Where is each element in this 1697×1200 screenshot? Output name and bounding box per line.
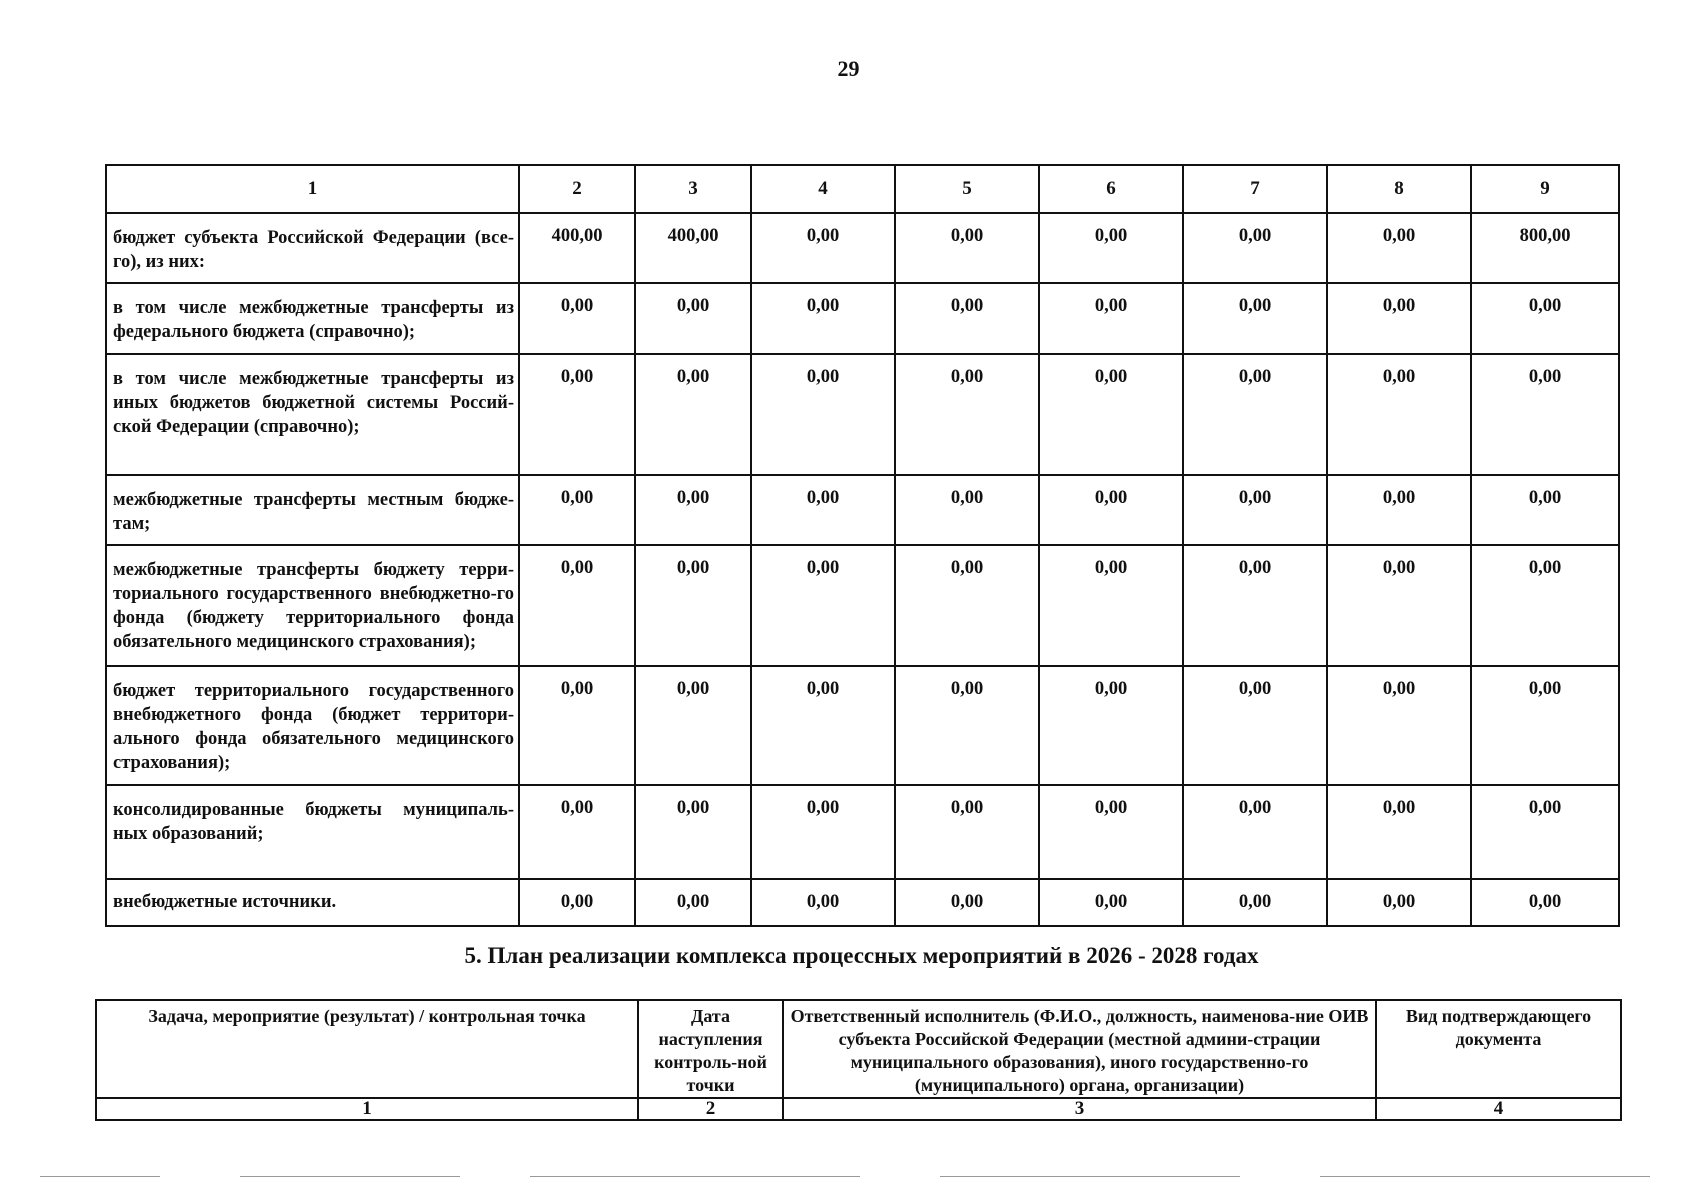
cell-value: 0,00 [519,475,635,545]
row-label: межбюджетные трансферты местным бюдже-там; [106,475,519,545]
cell-value: 0,00 [1183,475,1327,545]
cell-value: 0,00 [635,879,751,926]
cell-value: 0,00 [751,545,895,666]
scan-edge-line [530,1176,860,1177]
cell-value: 0,00 [1183,666,1327,785]
cell-value: 0,00 [1039,666,1183,785]
cell-value: 0,00 [635,666,751,785]
cell-value: 0,00 [1471,879,1619,926]
cell-value: 0,00 [635,354,751,475]
cell-value: 0,00 [1039,879,1183,926]
cell-value: 0,00 [635,475,751,545]
cell-value: 0,00 [895,545,1039,666]
cell-value: 0,00 [519,785,635,879]
cell-value: 0,00 [895,879,1039,926]
cell-value: 0,00 [1327,879,1471,926]
cell-value: 0,00 [1327,354,1471,475]
cell-value: 0,00 [1039,283,1183,354]
funding-table [105,164,1620,927]
row-label: межбюджетные трансферты бюджету терри-ториального государственного внебюджетно-го фонда (бюджету территориального фонда обязательного медицинского страхования); [106,545,519,666]
row-label: бюджет территориального государственного внебюджетного фонда (бюджет территори-ального фонда обязательного медицинского страхования); [106,666,519,785]
cell-value: 0,00 [751,213,895,283]
cell-value: 0,00 [1183,785,1327,879]
table-row [106,475,1619,545]
row-label: в том числе межбюджетные трансферты из федерального бюджета (справочно); [106,283,519,354]
column-header: Ответственный исполнитель (Ф.И.О., должность, наименова-ние ОИВ субъекта Российской Федерации (местной админи-страции муниципального образования), иного государственно-го (муниципального) органа, организации) [783,1000,1376,1098]
plan-table [95,999,1622,1121]
cell-value: 0,00 [1327,545,1471,666]
page-number: 29 [837,56,860,81]
column-number: 8 [1327,165,1471,213]
cell-value: 0,00 [895,283,1039,354]
column-header: Дата наступления контроль-ной точки [638,1000,783,1098]
column-number: 2 [638,1098,783,1120]
cell-value: 0,00 [1039,475,1183,545]
cell-value: 0,00 [895,475,1039,545]
cell-value: 0,00 [751,879,895,926]
cell-value: 0,00 [751,283,895,354]
table-row [106,545,1619,666]
cell-value: 0,00 [1471,283,1619,354]
cell-value: 0,00 [751,666,895,785]
scan-edge-line [40,1176,160,1177]
cell-value: 0,00 [1039,785,1183,879]
column-number: 6 [1039,165,1183,213]
scan-edge-line [240,1176,460,1177]
cell-value: 0,00 [1471,475,1619,545]
cell-value: 0,00 [519,879,635,926]
column-number: 9 [1471,165,1619,213]
table-row [106,283,1619,354]
column-header: Задача, мероприятие (результат) / контрольная точка [96,1000,638,1098]
scan-edge-line [1320,1176,1650,1177]
table-row [106,354,1619,475]
column-number: 4 [1376,1098,1621,1120]
column-number: 5 [895,165,1039,213]
cell-value: 0,00 [1183,213,1327,283]
table-row [106,879,1619,926]
plan-number-row [96,1098,1621,1120]
column-number: 1 [96,1098,638,1120]
cell-value: 0,00 [1183,283,1327,354]
cell-value: 0,00 [1327,785,1471,879]
column-header: Вид подтверждающего документа [1376,1000,1621,1098]
cell-value: 0,00 [1039,213,1183,283]
column-number: 3 [635,165,751,213]
cell-value: 0,00 [519,666,635,785]
cell-value: 0,00 [895,666,1039,785]
cell-value: 0,00 [895,213,1039,283]
table-row [106,666,1619,785]
column-number: 7 [1183,165,1327,213]
cell-value: 0,00 [1327,213,1471,283]
row-label: внебюджетные источники. [106,879,519,926]
cell-value: 0,00 [1327,283,1471,354]
cell-value: 0,00 [1183,879,1327,926]
column-number: 4 [751,165,895,213]
cell-value: 0,00 [1471,785,1619,879]
cell-value: 0,00 [635,283,751,354]
table-row [106,785,1619,879]
cell-value: 0,00 [1039,545,1183,666]
cell-value: 400,00 [635,213,751,283]
cell-value: 0,00 [519,545,635,666]
cell-value: 0,00 [1327,475,1471,545]
cell-value: 0,00 [635,545,751,666]
cell-value: 0,00 [1471,545,1619,666]
cell-value: 0,00 [1039,354,1183,475]
row-label: в том числе межбюджетные трансферты из иных бюджетов бюджетной системы Россий-ской Федерации (справочно); [106,354,519,475]
funding-header-row [106,165,1619,213]
cell-value: 0,00 [519,354,635,475]
column-number: 3 [783,1098,1376,1120]
table-row [106,213,1619,283]
cell-value: 0,00 [1183,545,1327,666]
cell-value: 0,00 [519,283,635,354]
cell-value: 0,00 [895,354,1039,475]
cell-value: 400,00 [519,213,635,283]
row-label: консолидированные бюджеты муниципаль-ных образований; [106,785,519,879]
cell-value: 0,00 [1327,666,1471,785]
cell-value: 0,00 [1183,354,1327,475]
cell-value: 0,00 [751,475,895,545]
cell-value: 0,00 [895,785,1039,879]
row-label: бюджет субъекта Российской Федерации (все-го), из них: [106,213,519,283]
cell-value: 0,00 [1471,354,1619,475]
cell-value: 0,00 [635,785,751,879]
column-number: 1 [106,165,519,213]
column-number: 2 [519,165,635,213]
cell-value: 0,00 [1471,666,1619,785]
cell-value: 800,00 [1471,213,1619,283]
section-title: 5. План реализации комплекса процессных мероприятий в 2026 - 2028 годах [464,943,1259,968]
scan-edge-line [940,1176,1240,1177]
plan-header-row [96,1000,1621,1098]
cell-value: 0,00 [751,785,895,879]
cell-value: 0,00 [751,354,895,475]
